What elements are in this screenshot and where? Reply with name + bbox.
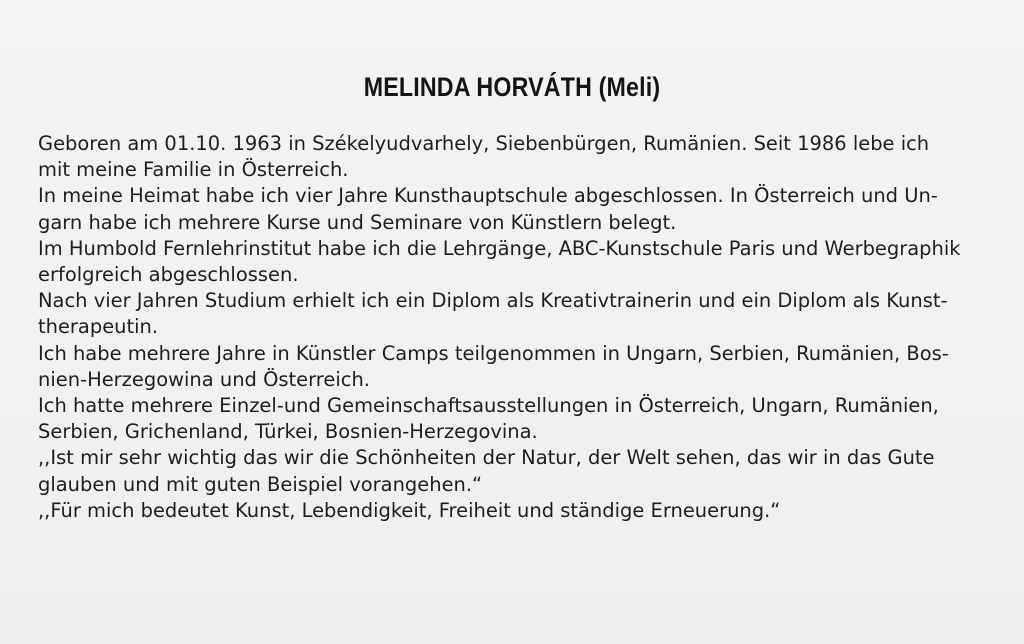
text-line: erfolgreich abgeschlossen. [38, 263, 299, 287]
text-line: Geboren am 01.10. 1963 in Székelyudvarhely, Siebenbürgen, Rumänien. Seit 1986 lebe ich [38, 132, 930, 155]
text-line: nien-Herzegowina und Österreich. [38, 367, 370, 391]
text-line: In meine Heimat habe ich vier Jahre Kunsthauptschule abgeschlossen. In Österreich und Un- [38, 184, 938, 208]
text-line: Nach vier Jahren Studium erhielt ich ein Diplom als Kreativtrainerin und ein Diplom als Kunst- [38, 289, 948, 313]
biography-text [38, 131, 998, 524]
text-line: ,,Für mich bedeutet Kunst, Lebendigkeit, Freiheit und ständige Erneuerung.“ [38, 498, 781, 522]
page-title: MELINDA HORVÁTH (Meli) [363, 72, 661, 102]
text-line: Ich hatte mehrere Einzel-und Gemeinschaftsausstellungen in Österreich, Ungarn, Rumänien, [38, 394, 939, 418]
text-line: Serbien, Grichenland, Türkei, Bosnien-Herzegovina. [38, 420, 538, 444]
text-line: ,,Ist mir sehr wichtig das wir die Schönheiten der Natur, der Welt sehen, das wir in das Gute [38, 446, 935, 470]
text-line: Im Humbold Fernlehrinstitut habe ich die Lehrgänge, ABC-Kunstschule Paris und Werbegraphik [38, 236, 961, 260]
text-line: mit meine Familie in Österreich. [38, 158, 349, 182]
text-line: therapeutin. [38, 315, 159, 339]
text-line: Ich habe mehrere Jahre in Künstler Camps teilgenommen in Ungarn, Serbien, Rumänien, Bos- [38, 341, 949, 365]
text-line: glauben und mit guten Beispiel vorangehen.“ [38, 472, 483, 496]
text-line: garn habe ich mehrere Kurse und Seminare von Künstlern belegt. [38, 210, 677, 234]
